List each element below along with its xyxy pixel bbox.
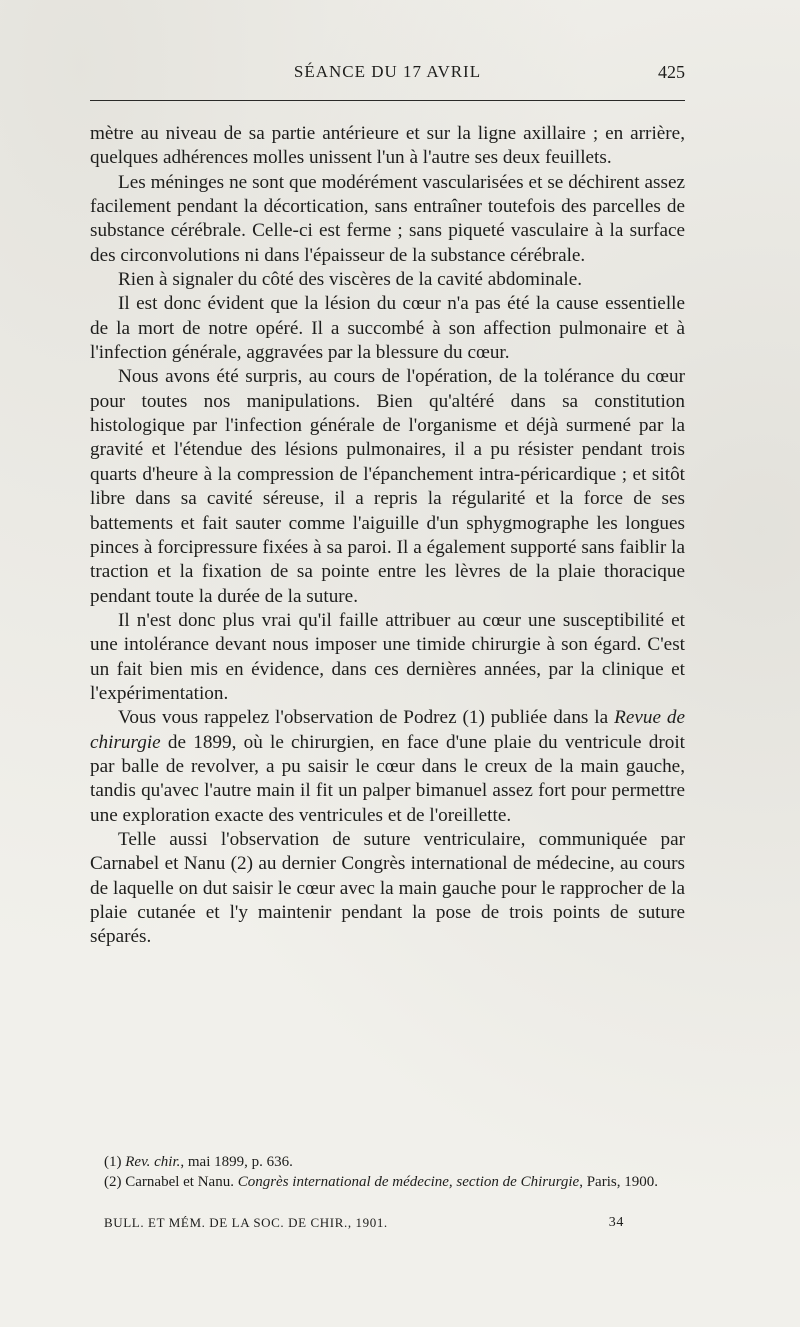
footnote-1-details: , mai 1899, p. 636. [180, 1154, 293, 1170]
footnote-2-authors: Carnabel et Nanu. [125, 1173, 238, 1190]
footnotes [90, 1153, 685, 1192]
footnote-2 [90, 1173, 685, 1193]
page-number: 425 [658, 62, 685, 82]
bulletin-reference: BULL. ET MÉM. DE LA SOC. DE CHIR., 1901. [104, 1215, 388, 1230]
running-title: SÉANCE DU 17 AVRIL [293, 62, 482, 81]
signature-mark: 34 [608, 1215, 624, 1230]
paragraph-3: Rien à signaler du côté des viscères de la cavité abdominale. [118, 269, 583, 291]
header-rule [90, 100, 685, 101]
footnote-1-number: (1) [104, 1154, 126, 1170]
footnote-1 [90, 1153, 685, 1173]
paragraph-6: Il n'est donc plus vrai qu'il faille attribuer au cœur une susceptibilité et une intolérance devant nous imposer une timide chirurgie à son égard. C'est un fait bien mis en évidence, dans ces dernières années, par la clinique et l'expérimentation. [90, 609, 685, 704]
paragraph-7-part-a: Vous vous rappelez l'observation de Podrez (1) publiée dans la [118, 707, 615, 729]
footnote-1-source: Rev. chir. [125, 1154, 181, 1170]
paragraph-7-part-b: de 1899, où le chirurgien, en face d'une plaie du ventricule droit par balle de revolver, a pu saisir le cœur dans le creux de la main gauche, tandis qu'avec l'autre main il fit un palper bimanuel assez fort pour permettre une exploration exacte des ventricules et de l'oreillette. [90, 731, 685, 826]
running-head [90, 62, 685, 86]
bulletin-footer [104, 1215, 624, 1231]
journal-title: Revue de chirurgie [90, 707, 685, 753]
paragraph-8: Telle aussi l'observation de suture ventriculaire, communiquée par Carnabel et Nanu (2) au dernier Congrès international de médecine, au cours de laquelle on dut saisir le cœur avec la main gauche pour le rapprocher de la plaie cutanée et l'y maintenir pendant la pose de trois points de suture séparés. [90, 828, 685, 948]
paragraph-4: Il est donc évident que la lésion du cœur n'a pas été la cause essentielle de la mort de notre opéré. Il a succombé à son affection pulmonaire et à l'infection générale, aggravées par la blessure du cœur. [90, 293, 685, 364]
footnote-2-details: , Paris, 1900. [579, 1173, 658, 1190]
footnote-2-source: Congrès international de médecine, section de Chirurgie [237, 1173, 580, 1190]
footnote-2-number: (2) [104, 1173, 126, 1190]
paragraph-5: Nous avons été surpris, au cours de l'opération, de la tolérance du cœur pour toutes nos manipulations. Bien qu'altéré dans sa constitution histologique par l'infection générale de l'organisme et déjà surmené par la gravité et l'étendue des lésions pulmonaires, il a pu résister pendant trois quarts d'heure à la compression de l'épanchement intra-péricardique ; et sitôt libre dans sa cavité séreuse, il a repris la régularité et la force de ses battements et fait sauter comme l'aiguille d'un sphygmographe les longues pinces à forcipressure fixées à sa paroi. Il a également supporté sans faiblir la traction et la fixation de sa pointe entre les lèvres de la plaie thoracique pendant toute la durée de la suture. [90, 366, 685, 607]
paragraph-7 [90, 706, 685, 828]
paragraph-2: Les méninges ne sont que modérément vascularisées et se déchirent assez facilement pendant la décortication, sans entraîner toutefois des parcelles de substance cérébrale. Celle-ci est ferme ; sans piqueté vasculaire à la surface des circonvolutions ni dans l'épaisseur de la substance cérébrale. [90, 171, 685, 266]
body-text [90, 122, 685, 950]
paragraph-1: mètre au niveau de sa partie antérieure et sur la ligne axillaire ; en arrière, quelques adhérences molles unissent l'un à l'autre ses deux feuillets. [90, 123, 685, 169]
